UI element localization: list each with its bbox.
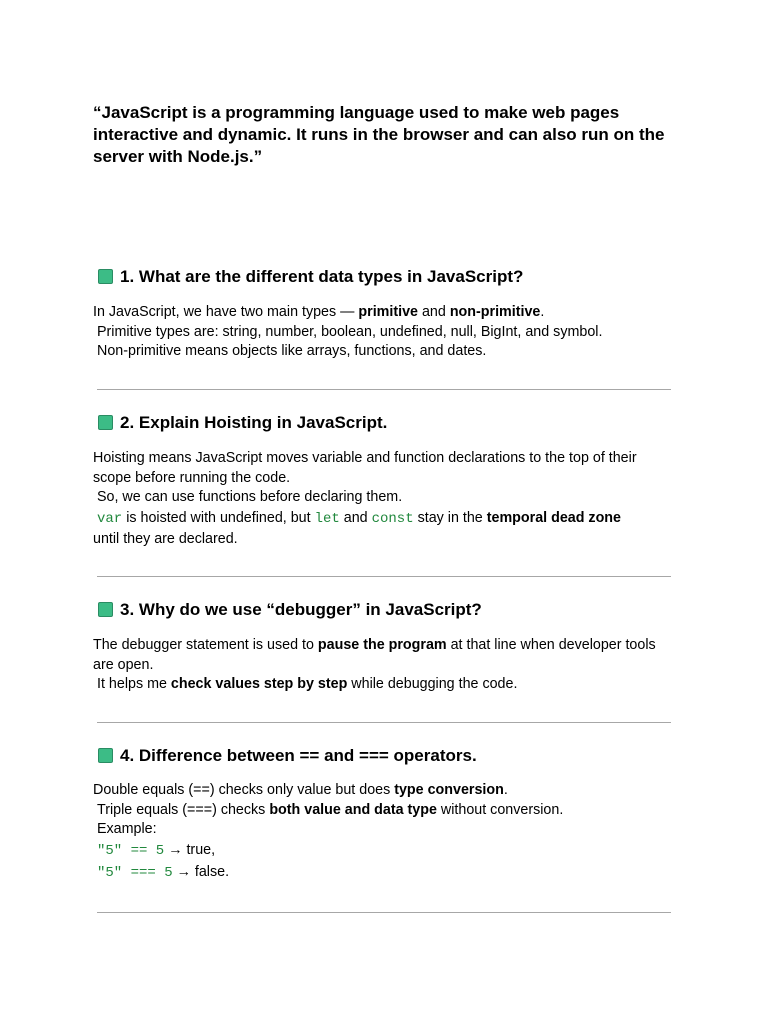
green-square-icon	[98, 748, 113, 763]
code-example	[93, 862, 673, 884]
green-square-icon	[98, 269, 113, 284]
section-body	[93, 303, 673, 362]
section-body	[93, 449, 673, 549]
text: Double equals (==) checks only value but does	[93, 782, 395, 798]
paragraph	[93, 781, 673, 801]
section-heading	[93, 266, 673, 290]
section-data-types	[93, 266, 673, 362]
code-example	[93, 840, 673, 862]
heading-text: 2. Explain Hoisting in JavaScript.	[120, 413, 388, 432]
text: and	[418, 304, 450, 320]
green-square-icon	[98, 602, 113, 617]
bold-text: pause the program	[317, 637, 447, 653]
green-square-icon	[98, 415, 113, 430]
paragraph	[93, 303, 673, 323]
text: .	[503, 782, 508, 798]
heading-text: 3. Why do we use “debugger” in JavaScript?	[120, 600, 482, 619]
code-snippet: "5" === 5	[97, 864, 173, 881]
paragraph: Non-primitive means objects like arrays, functions, and dates.	[97, 343, 487, 359]
text: .	[540, 304, 545, 320]
section-debugger	[93, 599, 673, 695]
code-snippet: let	[314, 510, 340, 527]
section-body	[93, 636, 673, 695]
paragraph	[93, 801, 673, 821]
paragraph: Hoisting means JavaScript moves variable and function declarations to the top of their scope before running the code.	[93, 450, 637, 486]
divider	[97, 576, 671, 577]
section-heading	[93, 599, 673, 623]
heading-text: 4. Difference between == and === operators.	[120, 746, 477, 765]
section-heading	[93, 745, 673, 769]
divider	[97, 722, 671, 723]
bold-text: temporal dead zone	[486, 509, 621, 526]
code-snippet: "5" == 5	[97, 842, 165, 859]
paragraph	[93, 508, 673, 530]
text: It helps me	[97, 676, 171, 692]
bold-text: primitive	[358, 304, 418, 320]
text: → true,	[164, 841, 216, 858]
paragraph: So, we can use functions before declaring them.	[97, 489, 403, 505]
text: In JavaScript, we have two main types —	[93, 304, 359, 320]
bold-text: check values step by step	[170, 676, 348, 692]
section-equality-operators	[93, 745, 673, 884]
code-snippet: const	[371, 510, 414, 527]
intro-quote: “JavaScript is a programming language used to make web pages interactive and dynamic. It runs in the browser and can also run on the server with Node.js.”	[93, 103, 665, 166]
text: and	[339, 509, 372, 526]
section-hoisting	[93, 412, 673, 549]
text: is hoisted with undefined, but	[122, 509, 315, 526]
text: Triple equals (===) checks	[97, 801, 270, 818]
bold-text: non-primitive	[449, 304, 541, 320]
text: while debugging the code.	[347, 676, 518, 692]
bold-text: both value and data type	[269, 801, 437, 818]
text: → false.	[172, 863, 230, 880]
paragraph	[93, 636, 673, 675]
heading-text: 1. What are the different data types in JavaScript?	[120, 267, 524, 286]
text: The debugger statement is used to	[93, 637, 318, 653]
section-heading	[93, 412, 673, 436]
divider	[97, 912, 671, 913]
paragraph: Example:	[97, 821, 157, 837]
divider	[97, 389, 671, 390]
paragraph: until they are declared.	[93, 530, 238, 547]
bold-text: type conversion	[394, 782, 504, 798]
text: stay in the	[413, 509, 487, 526]
text: without conversion.	[436, 801, 564, 818]
code-snippet: var	[97, 510, 123, 527]
section-body	[93, 781, 673, 884]
paragraph: Primitive types are: string, number, boolean, undefined, null, BigInt, and symbol.	[97, 323, 603, 340]
text: at that line when developer tools are open.	[93, 637, 656, 673]
paragraph	[93, 675, 673, 695]
